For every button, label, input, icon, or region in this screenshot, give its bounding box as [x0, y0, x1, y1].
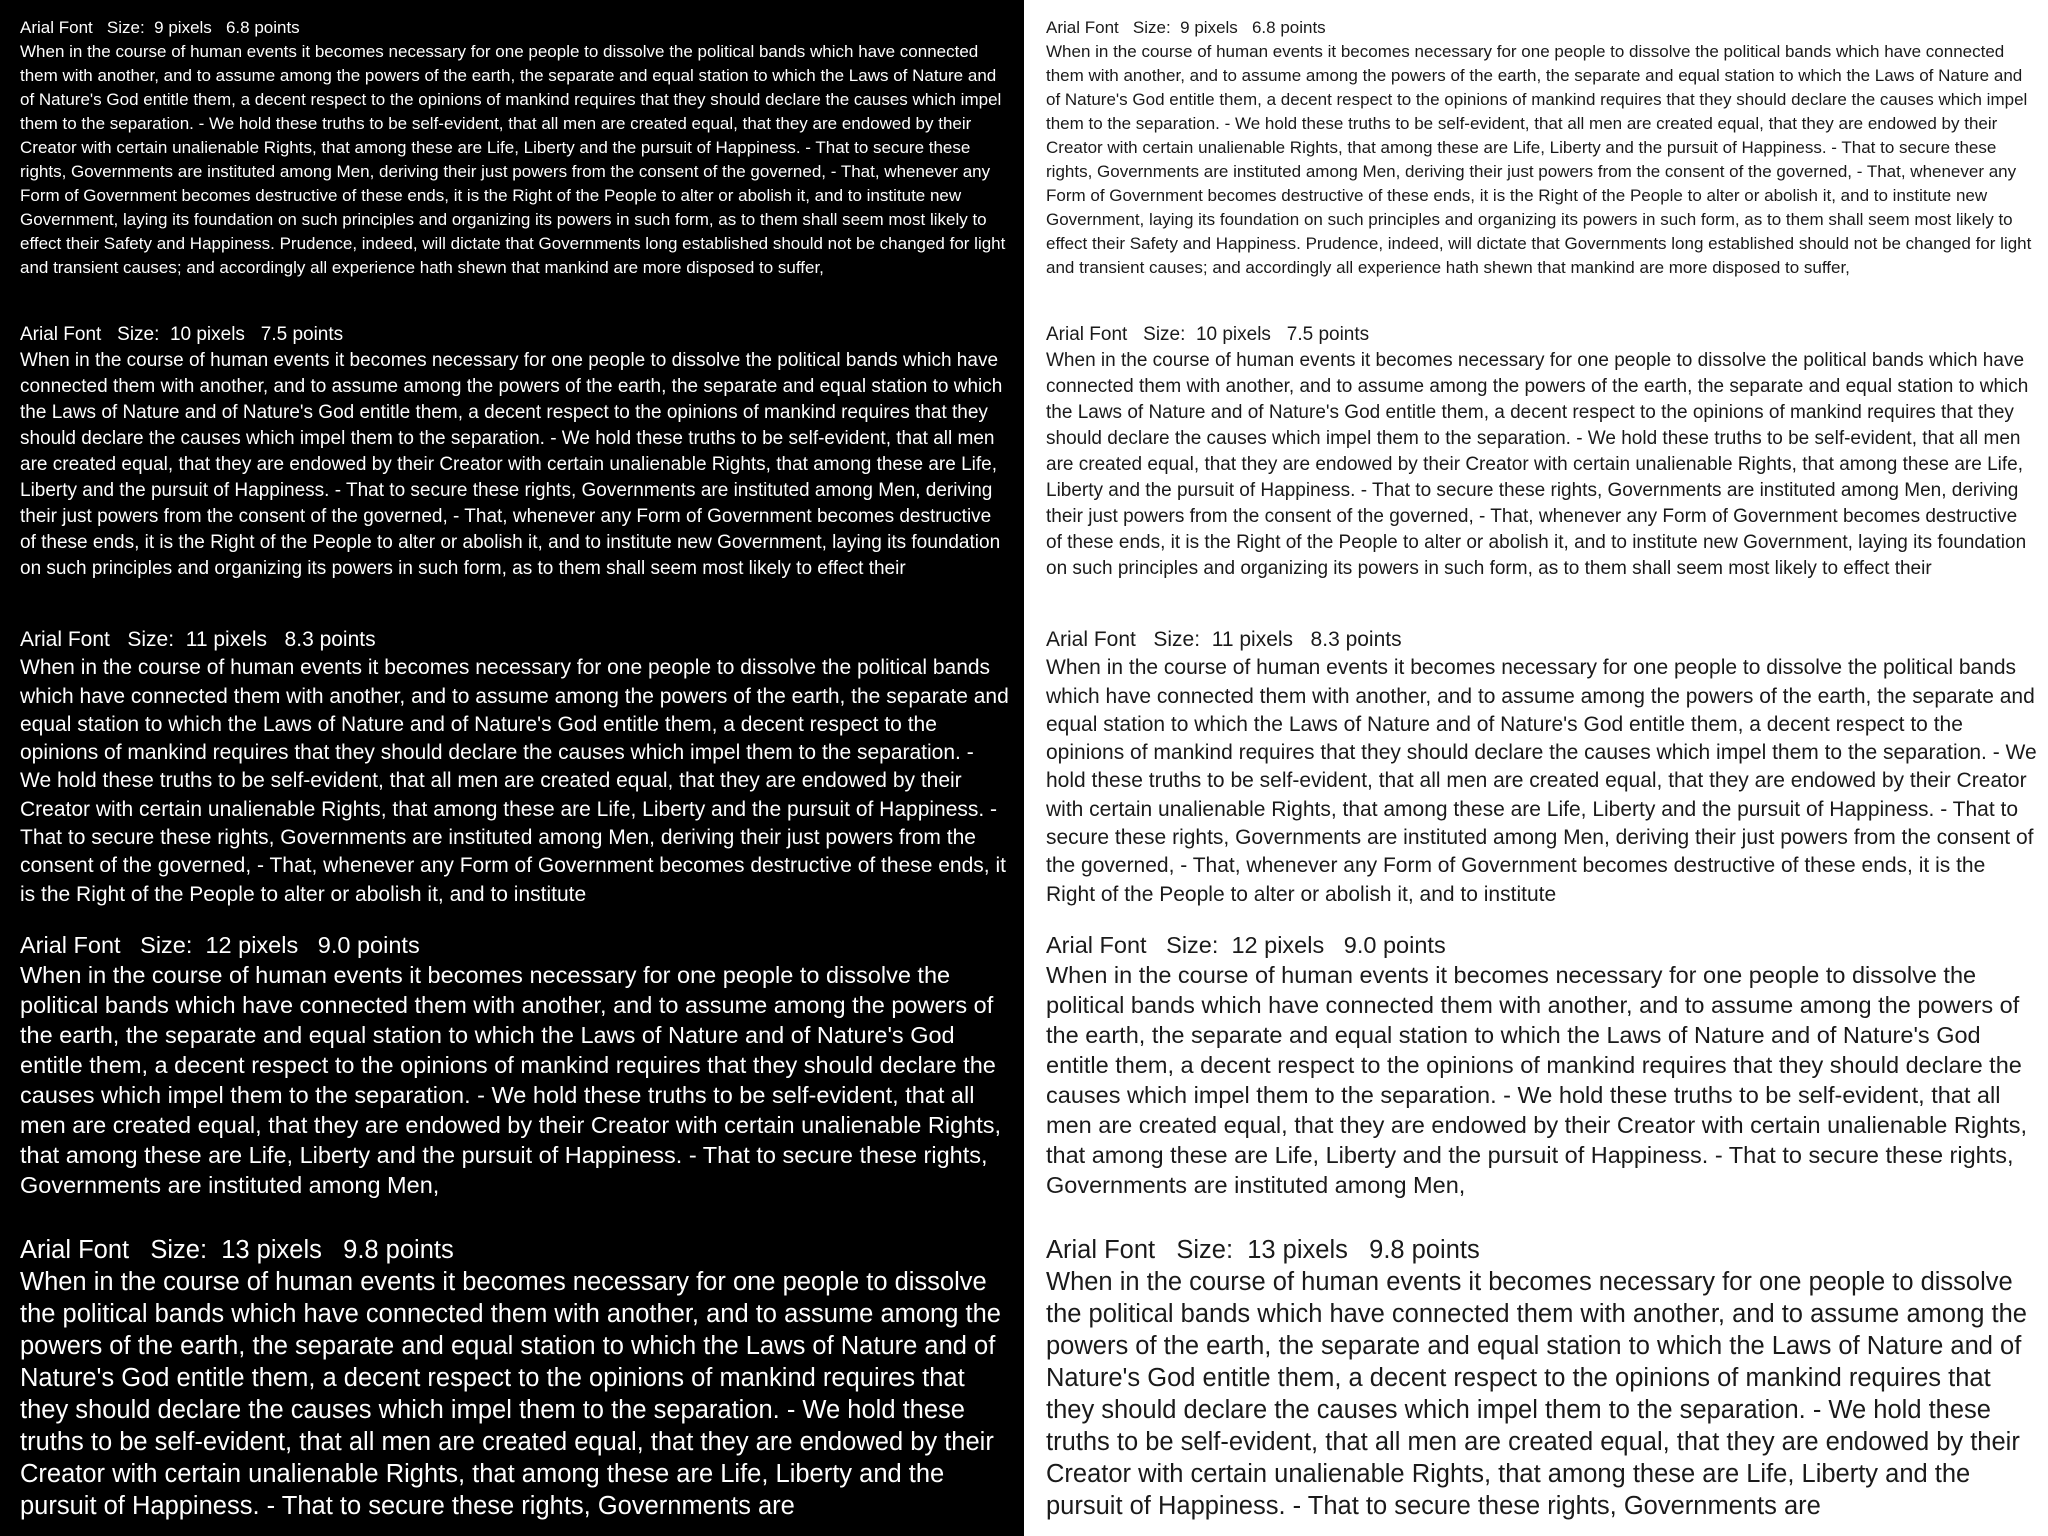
sample-heading: Arial Font Size: 12 pixels 9.0 points [20, 932, 420, 958]
light-sample-13px [1024, 1234, 2048, 1536]
sample-heading: Arial Font Size: 9 pixels 6.8 points [1046, 18, 1326, 37]
sample-body: When in the course of human events it becomes necessary for one people to dissolve the political bands which have connected them with another, and to assume among the powers of the earth, the separate and equal station to which the Laws of Nature and of Nature's God entitle them, a decent respect to the opinions of mankind requires that they should declare the causes which impel them to the separation. - We hold these truths to be self-evident, that all men are created equal, that they are endowed by their Creator with certain unalienable Rights, that among these are Life, Liberty and the pursuit of Happiness. - That to secure these rights, Governments are instituted among Men, deriving their just powers from the consent of the governed, - That, whenever any Form of Government becomes destructive of these ends, it is the Right of the People to alter or abolish it, and to institute new Government, laying its foundation on such principles and organizing its powers in such form, as to them shall seem most likely to effect their Safety and Happiness. Prudence, indeed, will dictate that Governments long established should not be changed for light and transient causes; and accordingly all experience hath shewn that mankind are more disposed to suffer, [1046, 42, 2032, 277]
sample-body: When in the course of human events it becomes necessary for one people to dissolve the political bands which have connected them with another, and to assume among the powers of the earth, the separate and equal station to which the Laws of Nature and of Nature's God entitle them, a decent respect to the opinions of mankind requires that they should declare the causes which impel them to the separation. - We hold these truths to be self-evident, that all men are created equal, that they are endowed by their Creator with certain unalienable Rights, that among these are Life, Liberty and the pursuit of Happiness. - That to secure these rights, Governments are instituted among Men, deriving their just powers from the consent of the governed, - That, whenever any Form of Government becomes destructive of these ends, it is the Right of the People to alter or abolish it, and to institute new Government, laying its foundation on such principles and organizing its powers in such form, as to them shall seem most likely to effect their Safety and Happiness. Prudence, indeed, will dictate that Governments long established should not be changed for light and transient causes; and accordingly all experience hath shewn that mankind are more disposed to suffer, [20, 42, 1006, 277]
sample-body: When in the course of human events it becomes necessary for one people to dissolve the political bands which have connected them with another, and to assume among the powers of the earth, the separate and equal station to which the Laws of Nature and of Nature's God entitle them, a decent respect to the opinions of mankind requires that they should declare the causes which impel them to the separation. - We hold these truths to be self-evident, that all men are created equal, that they are endowed by their Creator with certain unalienable Rights, that among these are Life, Liberty and the pursuit of Happiness. - That to secure these rights, Governments are instituted among Men, [20, 962, 1002, 1198]
sample-heading: Arial Font Size: 13 pixels 9.8 points [1046, 1236, 1480, 1264]
light-sample-12px [1024, 930, 2048, 1222]
sample-heading: Arial Font Size: 11 pixels 8.3 points [20, 628, 376, 651]
sample-heading: Arial Font Size: 10 pixels 7.5 points [1046, 324, 1370, 345]
dark-sample-13px [0, 1234, 1024, 1536]
light-sample-9px [1024, 16, 2048, 306]
sample-body: When in the course of human events it becomes necessary for one people to dissolve the political bands which have connected them with another, and to assume among the powers of the earth, the separate and equal station to which the Laws of Nature and of Nature's God entitle them, a decent respect to the opinions of mankind requires that they should declare the causes which impel them to the separation. - We hold these truths to be self-evident, that all men are created equal, that they are endowed by their Creator with certain unalienable Rights, that among these are Life, Liberty and the pursuit of Happiness. - That to secure these rights, Governments are instituted among Men, deriving their just powers from the consent of the governed, - That, whenever any Form of Government becomes destructive of these ends, it is the Right of the People to alter or abolish it, and to institute [1046, 656, 2037, 906]
light-panel [1024, 0, 2048, 1536]
sample-body: When in the course of human events it becomes necessary for one people to dissolve the political bands which have connected them with another, and to assume among the powers of the earth, the separate and equal station to which the Laws of Nature and of Nature's God entitle them, a decent respect to the opinions of mankind requires that they should declare the causes which impel them to the separation. - We hold these truths to be self-evident, that all men are created equal, that they are endowed by their Creator with certain unalienable Rights, that among these are Life, Liberty and the pursuit of Happiness. - That to secure these rights, Governments are instituted among Men, deriving their just powers from the consent of the governed, - That, whenever any Form of Government becomes destructive of these ends, it is the Right of the People to alter or abolish it, and to institute new Government, laying its foundation on such principles and organizing its powers in such form, as to them shall seem most likely to effect their [1046, 350, 2029, 579]
sample-body: When in the course of human events it becomes necessary for one people to dissolve the political bands which have connected them with another, and to assume among the powers of the earth, the separate and equal station to which the Laws of Nature and of Nature's God entitle them, a decent respect to the opinions of mankind requires that they should declare the causes which impel them to the separation. - We hold these truths to be self-evident, that all men are created equal, that they are endowed by their Creator with certain unalienable Rights, that among these are Life, Liberty and the pursuit of Happiness. - That to secure these rights, Governments are [1046, 1268, 2027, 1520]
sample-body: When in the course of human events it becomes necessary for one people to dissolve the political bands which have connected them with another, and to assume among the powers of the earth, the separate and equal station to which the Laws of Nature and of Nature's God entitle them, a decent respect to the opinions of mankind requires that they should declare the causes which impel them to the separation. - We hold these truths to be self-evident, that all men are created equal, that they are endowed by their Creator with certain unalienable Rights, that among these are Life, Liberty and the pursuit of Happiness. - That to secure these rights, Governments are instituted among Men, deriving their just powers from the consent of the governed, - That, whenever any Form of Government becomes destructive of these ends, it is the Right of the People to alter or abolish it, and to institute new Government, laying its foundation on such principles and organizing its powers in such form, as to them shall seem most likely to effect their [20, 350, 1003, 579]
dark-sample-9px [0, 16, 1024, 306]
light-sample-11px [1024, 626, 2048, 918]
sample-heading: Arial Font Size: 10 pixels 7.5 points [20, 324, 344, 345]
sample-heading: Arial Font Size: 12 pixels 9.0 points [1046, 932, 1446, 958]
dark-sample-12px [0, 930, 1024, 1222]
sample-heading: Arial Font Size: 13 pixels 9.8 points [20, 1236, 454, 1264]
light-sample-10px [1024, 322, 2048, 612]
dark-sample-11px [0, 626, 1024, 918]
sample-body: When in the course of human events it becomes necessary for one people to dissolve the political bands which have connected them with another, and to assume among the powers of the earth, the separate and equal station to which the Laws of Nature and of Nature's God entitle them, a decent respect to the opinions of mankind requires that they should declare the causes which impel them to the separation. - We hold these truths to be self-evident, that all men are created equal, that they are endowed by their Creator with certain unalienable Rights, that among these are Life, Liberty and the pursuit of Happiness. - That to secure these rights, Governments are instituted among Men, deriving their just powers from the consent of the governed, - That, whenever any Form of Government becomes destructive of these ends, it is the Right of the People to alter or abolish it, and to institute [20, 656, 1009, 906]
dark-sample-10px [0, 322, 1024, 612]
sample-body: When in the course of human events it becomes necessary for one people to dissolve the political bands which have connected them with another, and to assume among the powers of the earth, the separate and equal station to which the Laws of Nature and of Nature's God entitle them, a decent respect to the opinions of mankind requires that they should declare the causes which impel them to the separation. - We hold these truths to be self-evident, that all men are created equal, that they are endowed by their Creator with certain unalienable Rights, that among these are Life, Liberty and the pursuit of Happiness. - That to secure these rights, Governments are instituted among Men, [1046, 962, 2028, 1198]
sample-heading: Arial Font Size: 11 pixels 8.3 points [1046, 628, 1402, 651]
sample-body: When in the course of human events it becomes necessary for one people to dissolve the political bands which have connected them with another, and to assume among the powers of the earth, the separate and equal station to which the Laws of Nature and of Nature's God entitle them, a decent respect to the opinions of mankind requires that they should declare the causes which impel them to the separation. - We hold these truths to be self-evident, that all men are created equal, that they are endowed by their Creator with certain unalienable Rights, that among these are Life, Liberty and the pursuit of Happiness. - That to secure these rights, Governments are [20, 1268, 1001, 1520]
sample-heading: Arial Font Size: 9 pixels 6.8 points [20, 18, 300, 37]
